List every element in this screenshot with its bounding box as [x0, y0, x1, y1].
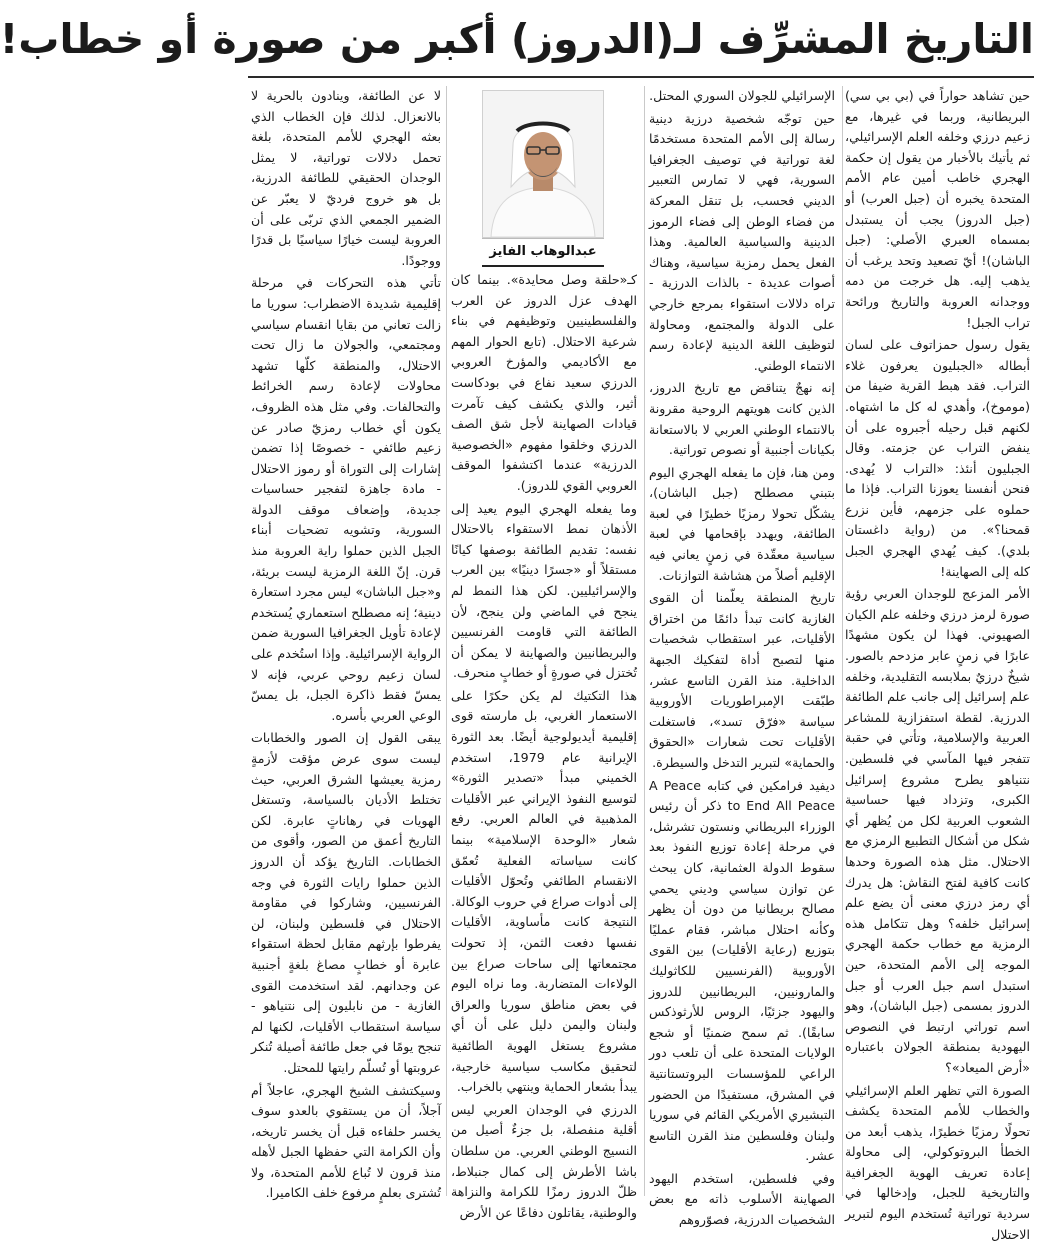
- column-divider: [644, 86, 645, 1196]
- paragraph: تاريخ المنطقة يعلّمنا أن القوى الغازية كانت تبدأ دائمًا من اختراق الأقليات، عبر استقطاب شخصيات منها لتصبح أداة لتفكيك الجبهة الداخلية. منذ القرن التاسع عشر، طبّقت الإمبراطوريات الأوروبية سياسة «فرّق تسد»، فاستغلت الأقليات تحت شعارات «الحقوق والحماية» لتبرير التدخل والسيطرة.: [649, 588, 835, 773]
- author-byline: عبدالوهاب الفايز: [482, 238, 604, 267]
- paragraph: كـ«حلقة وصل محايدة». بينما كان الهدف عزل الدروز عن العرب والفلسطينيين وتوظيفهم في بناء شرعية الاحتلال. (تابع الحوار المهم مع الأكاديمي والمؤرخ العروبي الدرزي سعيد نفاع في بودكاست أثير، والذي يكشف كيف تآمرت قيادات الصهاينة لأجل شق الصف الدرزي وخلقوا مفهوم «الخصوصية الدرزية» عندما اكتشفوا الموقف العروبي القوي للدروز).: [451, 270, 637, 497]
- headline-rule: [248, 76, 1034, 78]
- paragraph: وفي فلسطين، استخدم اليهود الصهاينة الأسلوب ذاته مع بعض الشخصيات الدرزية، فصوّروهم: [649, 1169, 835, 1231]
- paragraph: لا عن الطائفة، وينادون بالحرية لا بالانعزال. لذلك فإن الخطاب الذي بعثه الهجري للأمم المتحدة، بلغة تحمل دلالات توراتية، لا يمثل الوجدان الحقيقي للطائفة الدرزية، بل هو خروج فرديّ لا يعبّر عن الضمير الجمعي الذي تربّى على أن العروبة ليست خيارًا سياسيًا بل قدرًا ووجودًا.: [251, 86, 441, 271]
- paragraph: إنه نهجٌ يتناقض مع تاريخ الدروز، الذين كانت هويتهم الروحية مقرونة بالانتماء الوطني العربي لا بالاستعانة بكيانات أجنبية أو نصوص توراتية.: [649, 378, 835, 460]
- paragraph: ومن هنا، فإن ما يفعله الهجري اليوم بتبني مصطلح (جبل الباشان)، يشكّل تحولا رمزيًا خطيرًا في لعبة الطائفة، ويهدد بإقحامها في لعبة سياسية معقّدة في زمنٍ يعاني فيه الإقليم أصلاً من هشاشة التوازنات.: [649, 463, 835, 587]
- paragraph: يقول رسول حمزاتوف على لسان أبطاله «الجبليون يعرفون غلاء التراب. فقد هبط القرية ضيفا من (موموخ)، وأهدي له كل ما اشتهاه. لكنهم قبل رحيله أجبروه على أن ينفض التراب عن جزمته. وقال الجبليون أنئذ: «التراب لا يُهدى. فنحن أنفسنا يعوزنا التراب. فإذا ما حملوه على جزمهم، فأين نزرع قمحنا؟». من (رواية داغستان بلدي). كيف يُهدي الهجري الجبل كله إلى الصهاينة!: [845, 335, 1030, 582]
- article-column-3: [451, 86, 637, 1196]
- article-column-2: [649, 86, 835, 1196]
- article-column-1: [845, 86, 1030, 1196]
- paragraph: تأتي هذه التحركات في مرحلة إقليمية شديدة الاضطراب: سوريا ما زالت تعاني من بقايا انقسام سياسي ومجتمعي، والجولان ما زال تحت الاحتلال، والمنطقة كلّها تشهد محاولات لإعادة رسم الخرائط والتحالفات. وفي مثل هذه الظروف، يكون أي خطاب رمزيّ صادر عن زعيم طائفي - خصوصًا إذا تضمن إشارات إلى التوراة أو رموز الاحتلال - مادة جاهزة لتفجير حساسيات جديدة، وإضعاف موقف الدولة السورية، وتشويه تضحيات أبناء الجبل الذين حملوا راية العروبة منذ قرن. إنّ اللغة الرمزية ليست بريئة، و«جبل الباشان» ليس مجرد استعارة دينية؛ إنه مصطلح استعماري يُستخدم لإعادة تأويل الجغرافيا السورية ضمن الرواية الإسرائيلية. وإذا استُخدم على لسان زعيم روحي عربي، فإنه لا يمسّ فقط ذاكرة الجبل، بل يمسّ الوعي العربي بأسره.: [251, 273, 441, 726]
- paragraph: الأمر المزعج للوجدان العربي رؤية صورة لرمز درزي وخلفه علم الكيان الصهيوني. فهذا لن يكون مشهدًا عابرًا في زمنٍ عابر مزدحم بالصور. شيخٌ درزيٌ بملابسه التقليدية، وخلفه علم إسرائيل إلى جانب علم الطائفة الدرزية. لقطة استفزازية للمشاعر العربية والإسلامية، وتأتي في حقبة تتفجر فيها المآسي في فلسطين. نتنياهو يطرح مشروع إسرائيل الكبرى، وتزداد فيها حساسية الشعوب العربية لكل من يُظهر أي شكل من أشكال التطبيع الرمزي مع الاحتلال. مثل هذه الصورة وحدها كانت كافية لفتح النقاش: هل يدرك أي رمز درزي معنى أن يضع علم إسرائيل خلفه؟ وهل تتكامل هذه الرمزية مع خطاب حكمة الهجري الموجه إلى الأمم المتحدة، حين استبدل اسم جبل العرب أو جبل الدروز بمسمى (جبل الباشان)، وهو اسم توراتي ارتبط في النصوص اليهودية بمنطقة الجولان باعتباره «أرض الميعاد»؟: [845, 584, 1030, 1078]
- paragraph: يبقى القول إن الصور والخطابات ليست سوى عرض مؤقت لأزمةٍ رمزية يعيشها الشرق العربي، حيث تختلط الأديان بالسياسة، وتستغل الهويات في رهاناتٍ عابرة. لكن التاريخ أعمق من الصور، وأقوى من الخطابات. التاريخ يؤكد أن الدروز الذين حملوا رايات الثورة في وجه الفرنسيين، وشاركوا في مقاومة الاحتلال في فلسطين ولبنان، لن يفرطوا بإرثهم مقابل لحظة استقواء عابرة أو خطابٍ مصاغ بلغةٍ أجنبية عن وجدانهم. لقد استخدمت القوى الغازية - من نابليون إلى نتنياهو - سياسة استقطاب الأقليات، لكنها لم تنجح يومًا في جعل طائفة أصيلة تُنكر عروبتها أو تُسلّم رايتها للمحتل.: [251, 728, 441, 1078]
- paragraph: الإسرائيلي للجولان السوري المحتل.: [649, 86, 835, 107]
- paragraph: الدرزي في الوجدان العربي ليس أقلية منفصلة، بل جزءٌ أصيل من النسيج الوطني العربي. من سلطان باشا الأطرش إلى كمال جنبلاط، ظلّ الدروز رمزًا للكرامة والنزاهة والوطنية، يقاتلون دفاعًا عن الأرض: [451, 1100, 637, 1224]
- paragraph: حين توجّه شخصية درزية دينية رسالة إلى الأمم المتحدة مستخدمًا لغة توراتية في توصيف الجغرافيا السورية، فهي لا تمارس التعبير الديني فحسب، بل تنقل المعركة من فضاء الوطن إلى فضاء الرموز الدينية والسياسية العالمية. وهذا الفعل يحمل رمزية سياسية، وهناك أصوات عديدة - بالذات الدرزية - تراه دلالات استقواء بمرجع خارجي على الدولة والمجتمع، ومحاولة لتوظيف اللغة الدينية لإعادة رسم الانتماء الوطني.: [649, 109, 835, 377]
- paragraph: ديفيد فرامكين في كتابه A Peace to End All Peace ذكر أن رئيس الوزراء البريطاني ونستون تشرشل، في مرحلة إعادة توزيع النفوذ بعد سقوط الدولة العثمانية، كان يبحث عن توازن سياسي وديني يحمي مصالح بريطانيا من دون أن يظهر وكأنه احتلال مباشر، فقام عمليًا بتوزيع (رعاية الأقليات) بين القوى الأوروبية (الفرنسيين للكاثوليك والمارونيين، البريطانيين للدروز واليهود جزئيًا، الروس للأرثوذكس سابقًا). ثم سمح ضمنيًا أو شجع الولايات المتحدة على أن تلعب دور الراعي للمؤسسات البروتستانتية في المشرق، مستفيدًا من الحضور التبشيري الأمريكي القائم في سوريا ولبنان وفلسطين منذ القرن التاسع عشر.: [649, 776, 835, 1167]
- column-divider: [842, 86, 843, 1196]
- paragraph: وما يفعله الهجري اليوم يعيد إلى الأذهان نمط الاستقواء بالاحتلال نفسه: تقديم الطائفة بوصفها كيانًا مستقلاً أو «جسرًا دينيًا» بين العرب والإسرائيليين. لكن هذا النمط لم ينجح في الماضي ولن ينجح، لأن الطائفة التي قاومت الفرنسيين والبريطانيين والصهاينة لا يمكن أن تُختزل في صورةٍ أو خطابٍ منحرف.: [451, 499, 637, 684]
- column-divider: [446, 86, 447, 1196]
- paragraph: وسيكتشف الشيخ الهجري، عاجلاً أم آجلاً، أن من يستقوي بالعدو سوف يخسر حلفاءه قبل أن يخسر تاريخه، وأن الكرامة التي حفظها الجبل لأهله منذ قرون لا تُباع للأمم المتحدة، ولا تُشترى بعلمٍ مرفوع خلف الكاميرا.: [251, 1081, 441, 1205]
- paragraph: هذا التكتيك لم يكن حكرًا على الاستعمار الغربي، بل مارسته قوى إقليمية أيديولوجية أيضًا. بعد الثورة الإيرانية عام 1979، استخدم الخميني مبدأ «تصدير الثورة» لتوسيع النفوذ الإيراني عبر الأقليات المذهبية في العالم العربي. رفع شعار «الوحدة الإسلامية» بينما كانت سياساته الفعلية تُعمّق الانقسام الطائفي وتُحوّل الأقليات إلى أدوات صراع في حروب الوكالة. النتيجة كانت مأساوية، الأقليات نفسها دفعت الثمن، إذ تحولت مجتمعاتها إلى ساحات صراع بين الولاءات المتضاربة. وما نراه اليوم في بعض مناطق سوريا والعراق ولبنان واليمن دليل على أن أي مشروع يستغل الهوية الطائفية لتحقيق مكاسب سياسية خارجية، يبدأ بشعار الحماية وينتهي بالخراب.: [451, 686, 637, 1098]
- paragraph: الصورة التي تظهر العلم الإسرائيلي والخطاب للأمم المتحدة يكشف تحولًا رمزيًا خطيرًا، يذهب أبعد من الخطأ البروتوكولي، إلى محاولة إعادة تعريف الهوية الجغرافية والتاريخية للجبل، وإدخالها في سردية توراتية تُستخدم اليوم لتبرير الاحتلال: [845, 1081, 1030, 1245]
- article-column-4: [251, 86, 441, 1196]
- paragraph: حين تشاهد حواراً في (بي بي سي) البريطانية، وربما في غيرها، مع زعيم درزي وخلفه العلم الإسرائيلي، ثم يأتيك بالأخبار من يقول إن حكمة الهجري خاطب أمين عام الأمم المتحدة يخبره أن (جبل العرب) أو (جبل الدروز) يجب أن يستبدل بمسماه العبري الأصلي: (جبل الباشان)! أيّ تصعيد وتحد يرغب أن يذهب إليه. هل خرجت من دمه ووجدانه العروبة والتاريخ ورائحة تراب الجبل!: [845, 86, 1030, 333]
- headline: التاريخ المشرِّف لـ(الدروز) أكبر من صورة أو خطاب!: [248, 8, 1034, 70]
